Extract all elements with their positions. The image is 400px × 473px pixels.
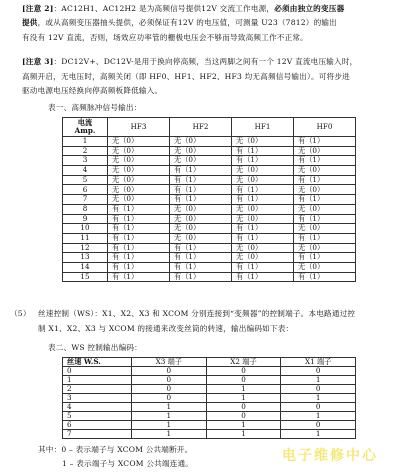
row-number: 15 (63, 272, 108, 282)
table-cell: 无（0） (232, 204, 294, 214)
table-cell: 无（0） (170, 214, 232, 224)
note3-tag: [注意 3] (22, 57, 54, 66)
table-row (63, 367, 356, 376)
table-cell: 0 (132, 385, 207, 394)
table-header-row (63, 118, 356, 137)
table-row (63, 204, 356, 214)
table-cell: 无（0） (294, 243, 356, 253)
table-cell: 无（0） (170, 224, 232, 234)
section5-line1: （5） 丝速控制（WS）：X1、X2、X3 和 XCOM 分别连接到“变频器”的控制端子。本电路通过控 (10, 307, 395, 321)
table-cell: 0 (206, 367, 281, 376)
table-cell: 有（1） (232, 272, 294, 282)
table-cell: 无（0） (232, 166, 294, 176)
table2-caption: 表二、WS 控制输出编码： (48, 343, 142, 352)
table-cell: 无（0） (294, 262, 356, 272)
table-cell: 有（1） (170, 166, 232, 176)
table-cell: 无（0） (170, 233, 232, 243)
table-cell: 有（1） (294, 137, 356, 147)
table-row (63, 224, 356, 234)
row-number: 13 (63, 253, 108, 263)
table-row (63, 253, 356, 263)
table-cell: 1 (281, 376, 356, 385)
note3-line2: 高频开启，无电压时，高频关闭（即 HF0、HF1、HF2、HF3 均无高频信号输出）。可将步进 (22, 72, 350, 81)
table-cell: 无（0） (294, 185, 356, 195)
row-number: 11 (63, 233, 108, 243)
table-cell: 0 (132, 367, 207, 376)
table-header-row (63, 358, 356, 367)
table-row (63, 195, 356, 205)
table-cell: 0 (281, 367, 356, 376)
table-cell: 无（0） (232, 137, 294, 147)
note2-line2: 提供，或从高频变压器抽头提供，必须保证有12V 的电压值，可测量 U23（7812）的输出 (22, 18, 337, 27)
table-cell: 无（0） (232, 243, 294, 253)
table-cell: 1 (206, 421, 281, 430)
table-cell: 无（0） (170, 146, 232, 156)
table-cell: 无（0） (108, 146, 170, 156)
table-cell: 无（0） (108, 175, 170, 185)
table-cell: 1 (132, 421, 207, 430)
table-row (63, 262, 356, 272)
table-row (63, 233, 356, 243)
table-row (63, 166, 356, 176)
table-cell: 有（1） (232, 195, 294, 205)
row-number: 10 (63, 224, 108, 234)
note2-tag: [注意 2] (22, 4, 54, 13)
table-cell: 有（1） (108, 272, 170, 282)
hf-output-table (62, 117, 356, 282)
table-cell: 无（0） (108, 166, 170, 176)
watermark-logo: 电子维修中心 (282, 448, 378, 464)
ws-output-table (62, 357, 356, 439)
table-row (63, 430, 356, 439)
table-cell: 1 (206, 394, 281, 403)
row-number: 14 (63, 262, 108, 272)
col-hf0: HF0 (294, 118, 356, 137)
table-cell: 有（1） (170, 262, 232, 272)
col-hf2: HF2 (170, 118, 232, 137)
table-cell: 0 (132, 376, 207, 385)
table-row (63, 421, 356, 430)
table-cell: 有（1） (108, 262, 170, 272)
table-cell: 无（0） (232, 214, 294, 224)
table-cell: 有（1） (108, 233, 170, 243)
table-row (63, 185, 356, 195)
table-cell: 无（0） (294, 166, 356, 176)
col-x3: X3 端子 (132, 358, 207, 367)
table-cell: 有（1） (232, 146, 294, 156)
row-number: 3 (63, 156, 108, 166)
table-row (63, 214, 356, 224)
col-hf3: HF3 (108, 118, 170, 137)
table-cell: 无（0） (294, 146, 356, 156)
table-cell: 无（0） (170, 156, 232, 166)
current-amp-header: 电流 Amp. (63, 118, 108, 137)
table-cell: 有（1） (108, 204, 170, 214)
table-cell: 有（1） (294, 233, 356, 243)
table-cell: 无（0） (108, 156, 170, 166)
table-cell: 1 (281, 412, 356, 421)
table-row (63, 156, 356, 166)
table-cell: 有（1） (108, 214, 170, 224)
table-cell: 无（0） (232, 175, 294, 185)
row-number: 6 (63, 421, 132, 430)
row-number: 6 (63, 185, 108, 195)
row-number: 5 (63, 412, 132, 421)
table-row (63, 403, 356, 412)
table-cell: 有（1） (294, 272, 356, 282)
table-row (63, 385, 356, 394)
footnote-line2: 1 – 表示端子与 XCOM 公共端连通。 (62, 459, 194, 468)
row-number: 7 (63, 195, 108, 205)
row-number: 5 (63, 175, 108, 185)
table-cell: 1 (281, 430, 356, 439)
row-number: 12 (63, 243, 108, 253)
table-row (63, 394, 356, 403)
row-number: 0 (63, 367, 132, 376)
table-cell: 0 (281, 403, 356, 412)
row-number: 1 (63, 376, 132, 385)
table-cell: 0 (281, 421, 356, 430)
section5-number: （5） (10, 309, 31, 318)
table-cell: 无（0） (108, 137, 170, 147)
ws-header: 丝速 W.S. (63, 358, 132, 367)
table-cell: 有（1） (170, 253, 232, 263)
table-cell: 有（1） (294, 195, 356, 205)
table-row (63, 175, 356, 185)
table-cell: 有（1） (294, 175, 356, 185)
table-cell: 1 (281, 394, 356, 403)
row-number: 1 (63, 137, 108, 147)
table-cell: 无（0） (294, 224, 356, 234)
table-row (63, 412, 356, 421)
footnote-line1: 其中：0 – 表示端子与 XCOM 公共端断开。 (38, 445, 193, 454)
col-x1: X1 端子 (281, 358, 356, 367)
table-cell: 有（1） (108, 224, 170, 234)
note3-line3: 驱动电源电压经换向停高频板降低输入。 (22, 86, 163, 95)
row-number: 9 (63, 214, 108, 224)
table-row (63, 146, 356, 156)
note3-line1: [注意 3]：DC12V+、DC12V-是用于换向停高频，当这两脚之间有一个 12V 直流电压输入时， (22, 57, 358, 66)
table-cell: 无（0） (294, 204, 356, 214)
row-number: 4 (63, 403, 132, 412)
row-number: 2 (63, 146, 108, 156)
table-cell: 1 (206, 385, 281, 394)
table-cell: 0 (206, 376, 281, 385)
table-cell: 有（1） (232, 233, 294, 243)
table-cell: 有（1） (232, 185, 294, 195)
table1-caption: 表一、高频脉冲信号输出： (48, 103, 142, 112)
col-hf1: HF1 (232, 118, 294, 137)
note2-line3: 有没有 12V 直流，否则，场效应功率管的栅极电压会不够而导致高频工作不正常。 (22, 33, 308, 42)
table-cell: 1 (132, 403, 207, 412)
table-cell: 有（1） (170, 185, 232, 195)
table-cell: 1 (206, 430, 281, 439)
table-cell: 无（0） (170, 204, 232, 214)
table-cell: 1 (132, 412, 207, 421)
table-cell: 有（1） (294, 156, 356, 166)
table-cell: 无（0） (108, 185, 170, 195)
table-row (63, 376, 356, 385)
table-cell: 有（1） (108, 253, 170, 263)
table-cell: 0 (206, 403, 281, 412)
table-cell: 有（1） (170, 195, 232, 205)
table-cell: 有（1） (232, 156, 294, 166)
row-number: 3 (63, 394, 132, 403)
note2-line1: [注意 2]：AC12H1、AC12H2 是为高频信号提供12V 交流工作电源，必须由独立的变压器 (22, 4, 345, 13)
table-cell: 有（1） (294, 214, 356, 224)
table-cell: 有（1） (170, 272, 232, 282)
row-number: 7 (63, 430, 132, 439)
table-cell: 无（0） (108, 195, 170, 205)
row-number: 2 (63, 385, 132, 394)
table-cell: 0 (206, 412, 281, 421)
table-cell: 无（0） (232, 253, 294, 263)
table-cell: 0 (132, 394, 207, 403)
table-row (63, 137, 356, 147)
row-number: 4 (63, 166, 108, 176)
col-x2: X2 端子 (206, 358, 281, 367)
table-cell: 0 (281, 385, 356, 394)
row-number: 8 (63, 204, 108, 214)
table-cell: 有（1） (170, 243, 232, 253)
table-cell: 有（1） (232, 224, 294, 234)
table-row (63, 243, 356, 253)
table-cell: 有（1） (232, 262, 294, 272)
table-row (63, 272, 356, 282)
table-cell: 有（1） (108, 243, 170, 253)
table-cell: 1 (132, 430, 207, 439)
table-cell: 有（1） (294, 253, 356, 263)
section5-line2: 制 X1、X2、X3 与 XCOM 的接通来改变丝筒的转速，输出编码如下表： (38, 324, 294, 333)
table-cell: 有（1） (170, 175, 232, 185)
table-cell: 无（0） (170, 137, 232, 147)
